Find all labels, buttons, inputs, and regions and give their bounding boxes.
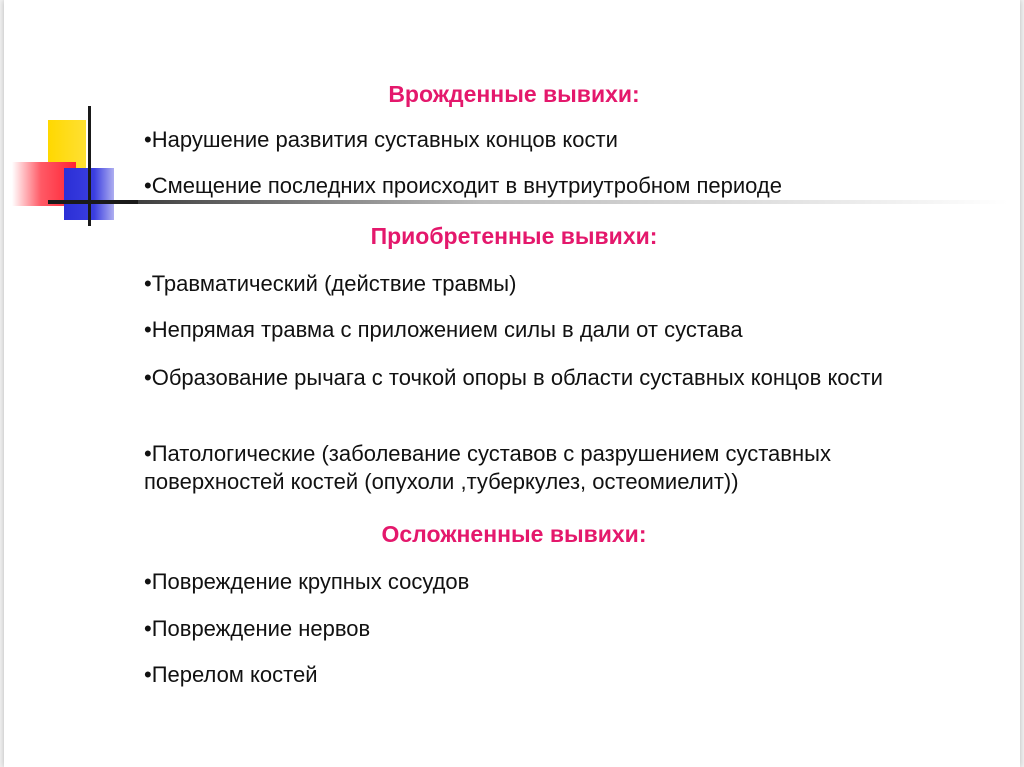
list-item: •Повреждение нервов [144, 616, 371, 641]
list-item: •Нарушение развития суставных концов кости [144, 127, 618, 152]
list-item: •Образование рычага с точкой опоры в области суставных концов кости [144, 365, 883, 390]
list-item: •Смещение последних происходит в внутриутробном периоде [144, 173, 782, 198]
horizontal-rule-decoration [48, 200, 1008, 204]
list-item: •Травматический (действие травмы) [144, 271, 517, 296]
vertical-rule-decoration [88, 106, 91, 226]
list-item: •Непрямая травма с приложением силы в дали от сустава [144, 317, 743, 342]
slide [4, 0, 1020, 767]
section-heading-congenital: Врожденные вывихи: [388, 81, 640, 107]
list-item: •Повреждение крупных сосудов [144, 569, 470, 594]
list-item: •Патологические (заболевание суставов с разрушением суставных поверхностей костей (опухоли ,туберкулез, остеомиелит)) [144, 441, 831, 494]
section-heading-complicated: Осложненные вывихи: [381, 521, 647, 547]
horizontal-rule-dark-segment [48, 200, 138, 204]
section-heading-acquired: Приобретенные вывихи: [370, 223, 658, 249]
list-item: •Перелом костей [144, 662, 318, 687]
